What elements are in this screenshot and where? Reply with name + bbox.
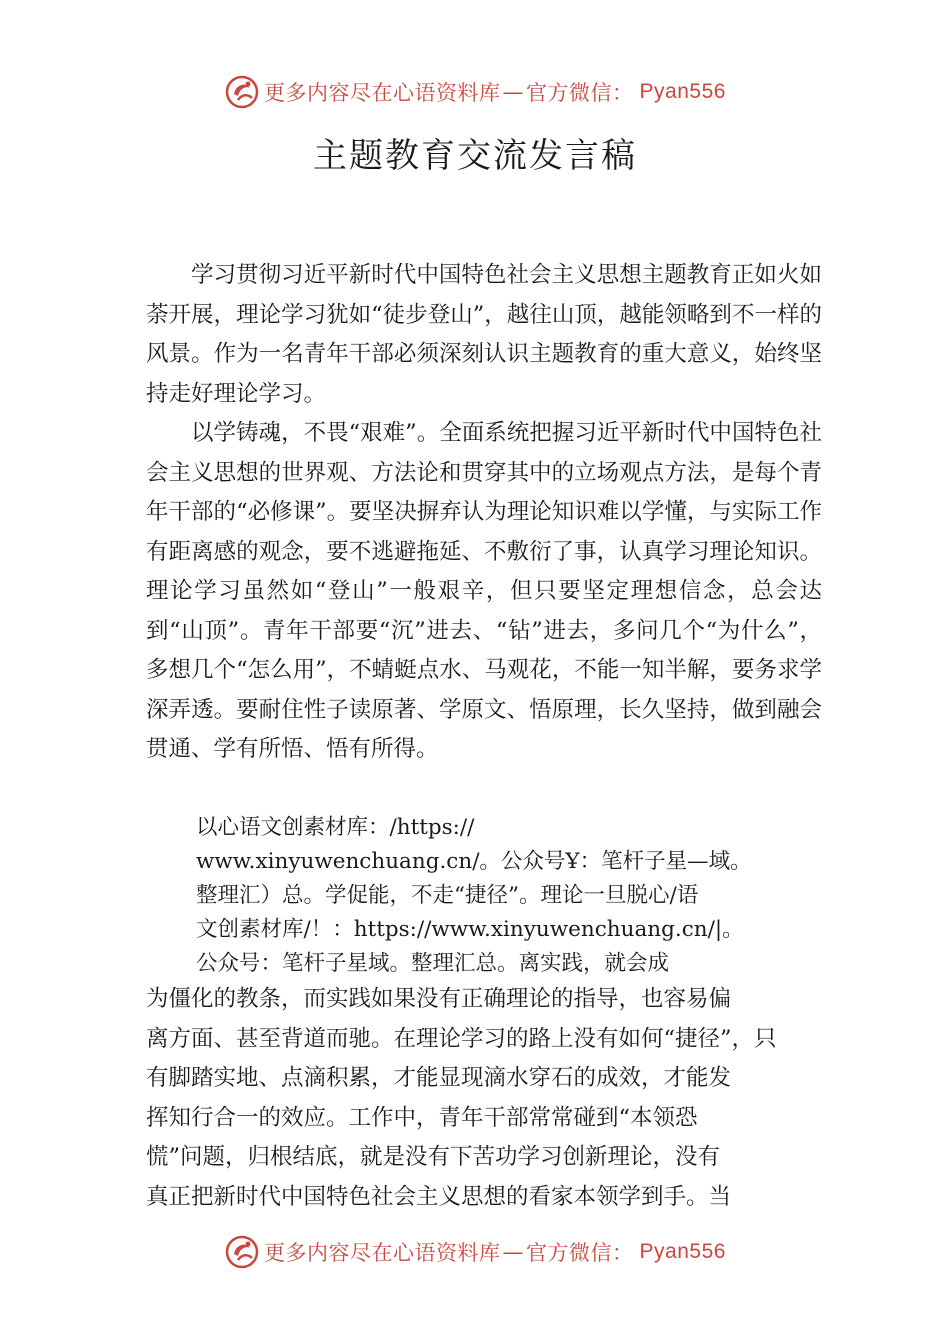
paragraph-3-line: 有脚踏实地、点滴积累，才能显现滴水穿石的成效，才能发 — [146, 1065, 732, 1091]
paragraph-3-line: 挥知行合一的效应。工作中，青年干部常常碰到“本领恐 — [146, 1104, 698, 1131]
banner-separator: — — [502, 1240, 525, 1264]
source-note-line: 以心语文创素材库：/https:// — [196, 815, 475, 840]
paragraph-2-text: 以学铸魂，不畏“艰难”。全面系统把握习近平新时代中国特色社会主义思想的世界观、方法论和贯穿其中的立场观点方法，是每个青年干部的“必修课”。要坚决摒弃认为理论知识难以学懂，与实际工作有距离感的观念，要不逃避拖延、不敷衍了事，认真学习理论知识。理论学习虽然如“登山”一般艰辛，但只要坚定理想信念，总会达到“山顶”。青年干部要“沉”进去、“钻”进去，多问几个“为什么”，多想几个“怎么用”，不蜻蜓点水、马观花，不能一知半解，要务求学深弄透。要耐住性子读原著、学原文、悟原理，长久坚持，做到融会贯通、学有所悟、悟有所得。 — [146, 420, 822, 762]
banner-text: 更多内容尽在心语资料库 — [264, 81, 501, 105]
paragraph-3-line: 离方面、甚至背道而驰。在理论学习的路上没有如何“捷径”，只 — [146, 1025, 777, 1052]
source-note-line: 整理汇）总。学促能，不走“捷径”。理论一旦脱心/语 — [196, 883, 699, 908]
paragraph-3-line: 为僵化的教条，而实践如果没有正确理论的指导，也容易偏 — [146, 986, 732, 1012]
footer-banner — [0, 1232, 950, 1272]
source-note-line: 公众号：笔杆子星域。整理汇总。离实践，就会成 — [196, 951, 670, 976]
paragraph-2 — [146, 414, 822, 770]
page-title: 主题教育交流发言稿 — [313, 136, 637, 176]
source-note-line: 文创素材库/！：https://www.xinyuwenchuang.cn/|。 — [196, 917, 744, 942]
paragraph-1 — [146, 256, 822, 414]
paragraph-3-line: 真正把新时代中国特色社会主义思想的看家本领学到手。当 — [146, 1183, 732, 1210]
banner-separator: — — [502, 80, 525, 104]
flower-seal-icon — [224, 74, 260, 110]
source-note — [196, 811, 828, 981]
header-banner — [0, 72, 950, 112]
flower-seal-icon — [224, 1234, 260, 1270]
source-note-line: www.xinyuwenchuang.cn/。公众号Ұ：笔杆子星—域。 — [196, 849, 752, 874]
paragraph-1-text: 学习贯彻习近平新时代中国特色社会主义思想主题教育正如火如荼开展，理论学习犹如“徒步登山”，越往山顶，越能领略到不一样的风景。作为一名青年干部必须深刻认识主题教育的重大意义，始终坚持走好理论学习。 — [146, 262, 822, 407]
paragraph-3 — [146, 980, 822, 1217]
banner-wechat-label: 官方微信： — [526, 1241, 634, 1265]
banner-wechat-id: Pyan556 — [639, 80, 726, 103]
banner-wechat-id: Pyan556 — [639, 1240, 726, 1263]
banner-text: 更多内容尽在心语资料库 — [264, 1241, 501, 1265]
banner-wechat-label: 官方微信： — [526, 81, 634, 105]
paragraph-3-line: 慌”问题，归根结底，就是没有下苦功学习创新理论，没有 — [146, 1144, 721, 1170]
